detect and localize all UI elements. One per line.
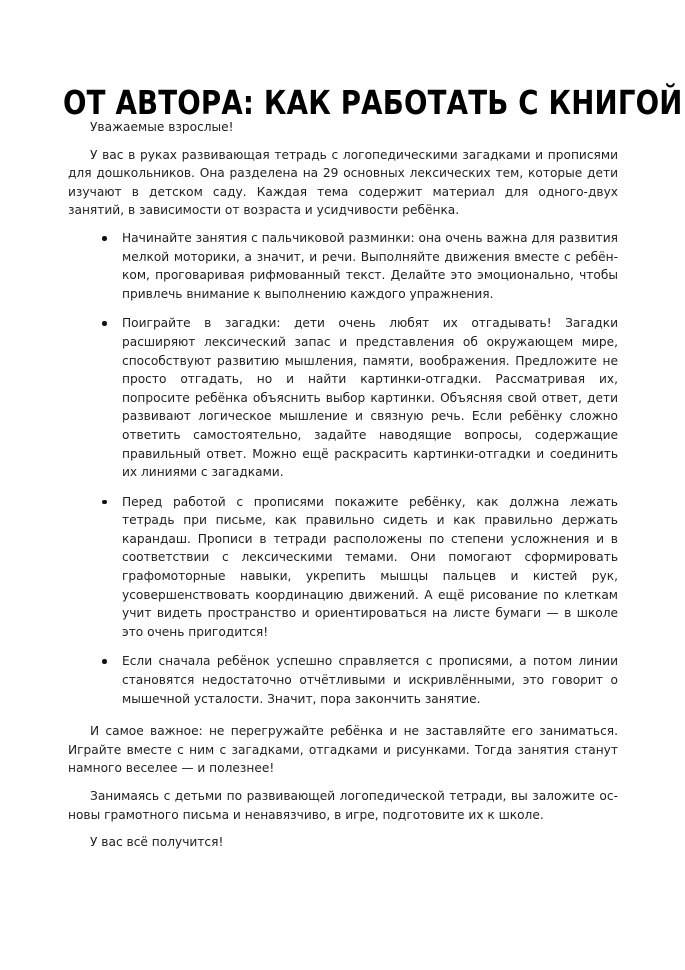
list-item-text: Если сначала ребёнок успешно справляется с прописями, а потом линии становятся недостаточно отчётливыми и искривлёнными, это говорит о мышечной усталости. Значит, пора закончить занятие. (122, 654, 618, 706)
page-title: ОТ АВТОРА: КАК РАБОТАТЬ С КНИГОЙ (63, 83, 683, 123)
recommendations-list (68, 229, 618, 708)
bullet-dot-icon (102, 236, 107, 241)
list-item-text: Начинайте занятия с пальчиковой разминки: она очень важна для развития мелкой моторики, а значит, и речи. Выполняйте движения вместе с ребёнком, проговаривая рифмованный текст. Делайте это эмоционально, чтобы привлечь внимание к выполнению каждого упражнения. (122, 230, 618, 301)
closing-paragraph-summary: Занимаясь с детьми по развивающей логопедической тетради, вы заложите основы грамотного письма и ненавязчиво, в игре, подготовите их к школе. (68, 789, 618, 822)
list-item-text: Перед работой с прописями покажите ребёнку, как должна лежать тетрадь при письме, как правильно сидеть и как правильно держать карандаш. Прописи в тетради расположены по степени усложнения и в соответствии с лексическими темами. Они помогают сформировать графомоторные навыки, укрепить мышцы пальцев и кистей рук, усовершенствовать координацию движений. А ещё рисование по клеткам учит видеть пространство и ориентироваться на листе бумаги — в школе это очень пригодится! (122, 494, 618, 639)
intro-paragraph: У вас в руках развивающая тетрадь с логопедическими загадками и прописями для дошкольников. Она разделена на 29 основных лексических тем, которые дети изучают в детском саду. Каждая тема содержит материал для одного-двух занятий, в зависимости от возраста и усидчивости ребёнка. (68, 147, 618, 218)
greeting-paragraph: Уважаемые взрослые! (90, 120, 234, 134)
list-item (68, 652, 618, 708)
list-item (68, 314, 618, 481)
document-body (68, 118, 618, 861)
bullet-dot-icon (102, 500, 107, 505)
closing-paragraph-wish: У вас всё получится! (90, 835, 224, 850)
closing-paragraph-important: И самое важное: не перегружайте ребёнка и не заставляйте его заниматься. Играйте вместе с ним с загадками, отгадками и рисунками. Тогда занятия станут намного веселее — и полезнее! (68, 724, 618, 776)
list-item-text: Поиграйте в загадки: дети очень любят их отгадывать! Загадки расширяют лексический запас и представления об окружающем мире, способствуют развитию мышления, памяти, воображения. Предложите не просто отгадать, но и найти картинки-отгадки. Рассматривая их, попросите ребёнка объяснить выбор картинки. Объясняя свой ответ, дети развивают логическое мышление и связную речь. Если ребёнку сложно ответить самостоятельно, задайте наводящие вопросы, содержащие правильный ответ. Можно ещё раскрасить картинки-отгадки и соединить их линиями с загадками. (122, 316, 618, 480)
bullet-dot-icon (102, 659, 107, 664)
bullet-dot-icon (102, 321, 107, 326)
list-item (68, 493, 618, 642)
list-item (68, 229, 618, 303)
